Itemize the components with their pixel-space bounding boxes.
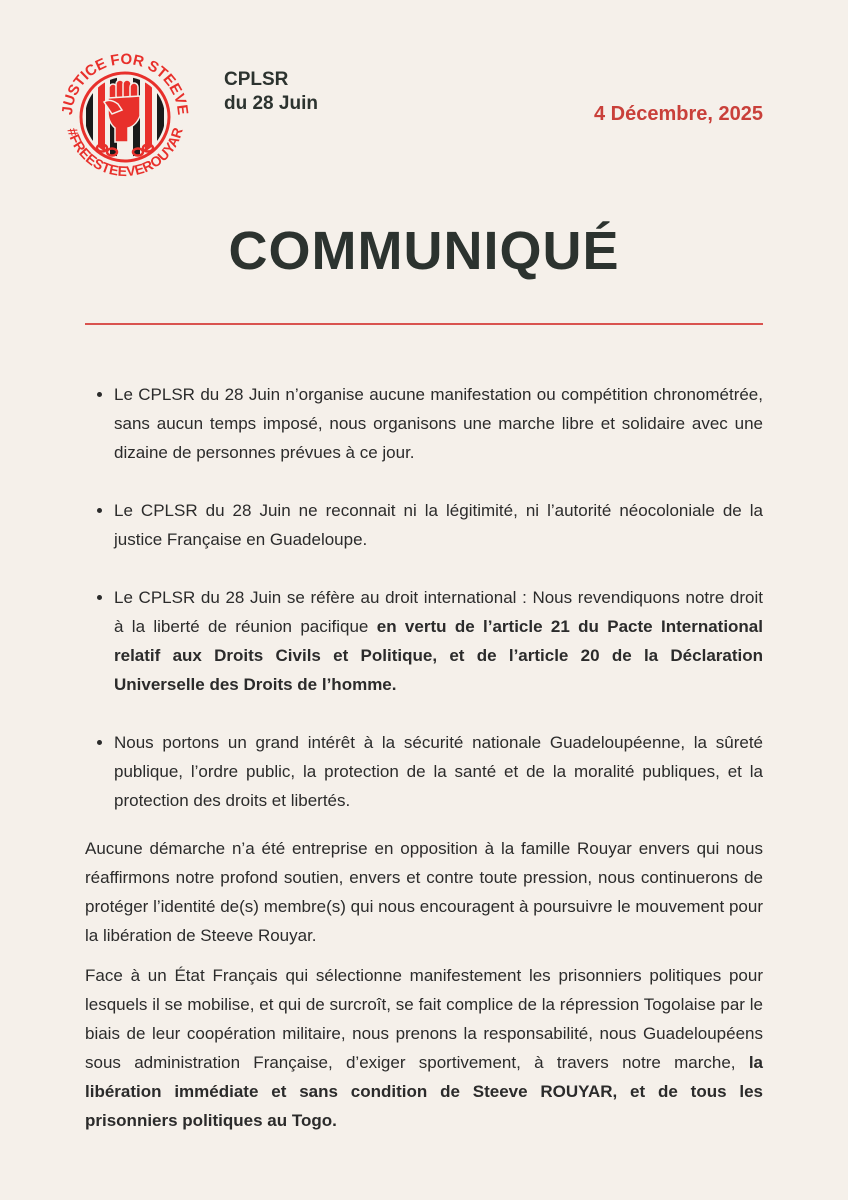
bullet-list [85,380,763,844]
list-item [85,496,763,554]
bullet-bold-text: en vertu de l’article 21 du Pacte International relatif aux Droits Civils et Politique, et de l’article 20 de la Déclaration Universelle des Droits de l’homme. [114,617,763,694]
bullet-text: Le CPLSR du 28 Juin se réfère au droit international : Nous revendiquons notre droit à la liberté de réunion pacifique [114,588,763,636]
list-item [85,728,763,815]
org-line-2: du 28 Juin [224,93,318,114]
list-item [85,583,763,699]
organization-name [224,68,318,116]
list-item [85,380,763,467]
paragraph-text: Face à un État Français qui sélectionne manifestement les prisonniers politiques pour lesquels il se mobilise, et qui de surcroît, se fait complice de la répression Togolaise par le biais de leur coopération militaire, nous prenons la responsabilité, nous Guadeloupéens sous administration Française, d’exiger sportivement, à travers notre marche, [85,966,763,1072]
justice-for-steeve-logo [52,44,198,190]
bullet-text: Nous portons un grand intérêt à la sécurité nationale Guadeloupéenne, la sûreté publique, l’ordre public, la protection de la santé et de la moralité publiques, et la protection des droits et libertés. [114,733,763,810]
paragraph-text: Aucune démarche n’a été entreprise en opposition à la famille Rouyar envers qui nous réaffirmons notre profond soutien, envers et contre toute pression, nous continuerons de protéger l’identité de(s) membre(s) qui nous encouragent à poursuivre le mouvement pour la libération de Steeve Rouyar. [85,839,763,945]
title-divider [85,323,763,325]
paragraph-bold-text: la libération immédiate et sans condition de Steeve ROUYAR, et de tous les prisonniers politiques au Togo. [85,1053,763,1130]
org-line-1: CPLSR [224,69,289,90]
document-date: 4 Décembre, 2025 [593,103,763,125]
logo-top-text: JUSTICE FOR STEEVE [58,50,192,116]
bullet-text: Le CPLSR du 28 Juin n’organise aucune manifestation ou compétition chronométrée, sans aucun temps imposé, nous organisons une marche libre et solidaire avec une dizaine de personnes prévues à ce jour. [114,385,763,462]
broken-chain-icon [97,145,153,156]
body-paragraph [85,834,763,950]
bullet-text: Le CPLSR du 28 Juin ne reconnait ni la légitimité, ni l’autorité néocoloniale de la justice Française en Guadeloupe. [114,501,763,549]
page-title: COMMUNIQUÉ [228,221,620,281]
body-paragraph [85,961,763,1135]
logo-bottom-text: #FREESTEEVEROUYAR [64,125,186,180]
